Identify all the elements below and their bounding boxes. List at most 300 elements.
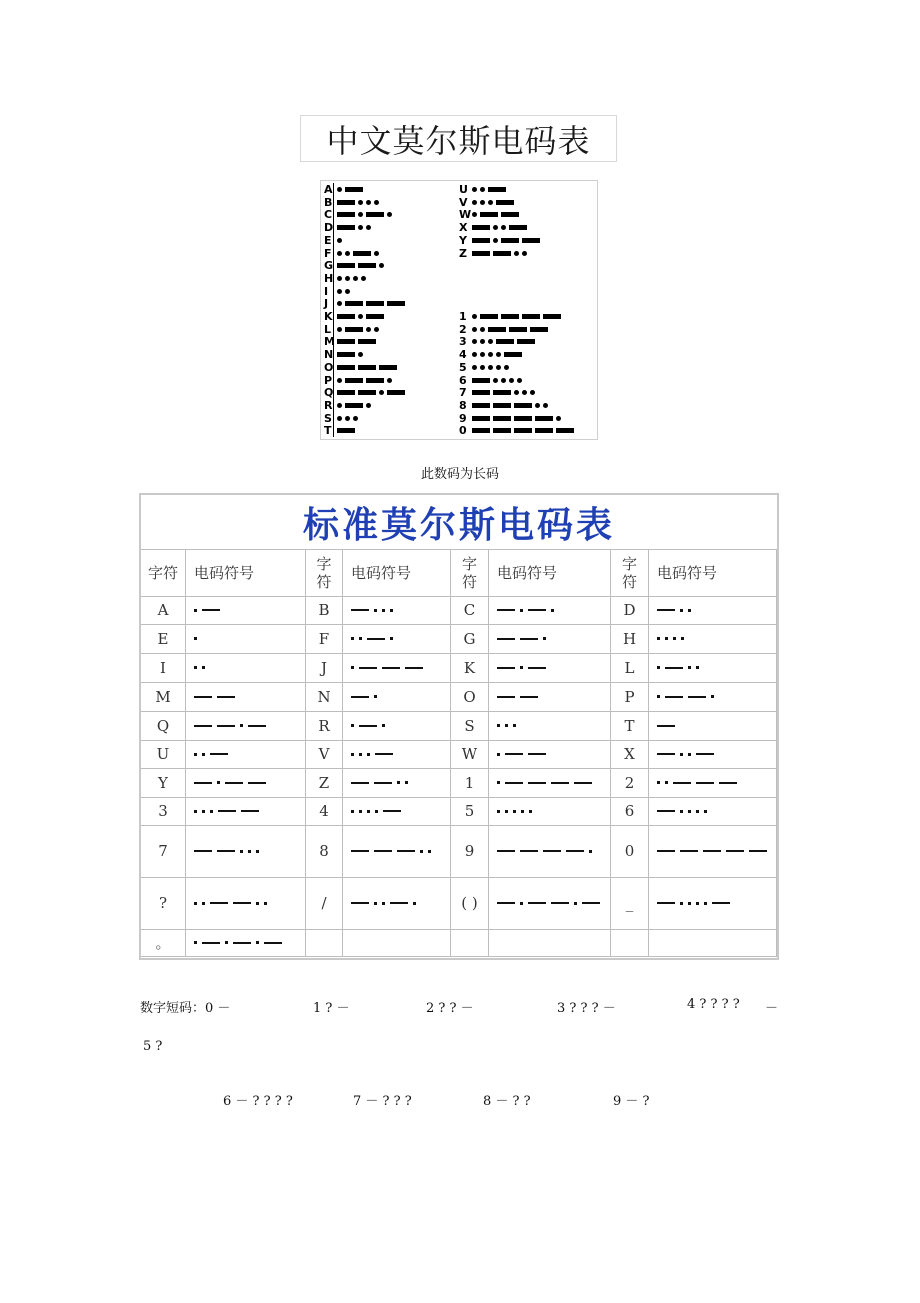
morse-dot xyxy=(711,695,714,698)
morse-dash xyxy=(749,850,767,852)
table-row xyxy=(141,797,777,826)
morse-signal xyxy=(194,609,220,612)
morse-dot xyxy=(374,251,379,256)
morse-dot xyxy=(194,902,197,905)
table-char: L xyxy=(624,658,635,677)
morse-dash xyxy=(509,327,527,332)
char-cell xyxy=(141,711,186,740)
morse-dot xyxy=(688,902,691,905)
morse-dot xyxy=(589,850,592,853)
morse-dash xyxy=(517,339,535,344)
morse-dot xyxy=(194,810,197,813)
table-row xyxy=(141,740,777,769)
header-code-label: 电码符号 xyxy=(497,564,558,582)
chart-row xyxy=(324,412,358,425)
morse-signal xyxy=(497,696,538,698)
morse-signal xyxy=(657,810,707,813)
morse-dash xyxy=(351,609,369,611)
morse-dash xyxy=(248,725,266,727)
morse-dot xyxy=(351,724,354,727)
code-cell xyxy=(649,653,777,682)
morse-dot xyxy=(509,378,514,383)
morse-dot xyxy=(657,781,660,784)
table-char: 。 xyxy=(155,934,171,952)
morse-dash xyxy=(703,850,721,852)
morse-dash xyxy=(493,403,511,408)
morse-dash xyxy=(688,696,706,698)
morse-dot xyxy=(688,666,691,669)
code-cell xyxy=(649,596,777,624)
morse-dash xyxy=(367,638,385,640)
chart-row xyxy=(324,221,371,234)
short-code-item: 9 － ? xyxy=(613,1094,650,1109)
morse-signal xyxy=(351,695,377,698)
morse-dot xyxy=(657,637,660,640)
morse-dot xyxy=(680,902,683,905)
chart-row xyxy=(459,323,548,336)
morse-dot xyxy=(488,339,493,344)
chart-signal xyxy=(472,200,514,205)
chart-char: J xyxy=(324,297,329,311)
morse-signal xyxy=(351,781,408,784)
code-cell xyxy=(186,877,306,929)
short-code-item: 4 ? ? ? ? xyxy=(687,997,740,1012)
code-cell xyxy=(649,825,777,877)
char-cell xyxy=(141,624,186,653)
code-cell xyxy=(649,624,777,653)
morse-dash xyxy=(493,390,511,395)
morse-dash xyxy=(726,850,744,852)
header-char-label: 字符 xyxy=(622,554,638,591)
table-char: N xyxy=(317,687,331,706)
table-char: V xyxy=(318,745,330,763)
morse-dot xyxy=(379,390,384,395)
standard-table-title-bar xyxy=(141,495,777,550)
header-code-cell xyxy=(343,549,451,596)
morse-dot xyxy=(361,276,366,281)
morse-dash xyxy=(501,212,519,217)
morse-dash xyxy=(241,810,259,812)
morse-dash xyxy=(496,200,514,205)
morse-dot xyxy=(480,200,485,205)
table-char: S xyxy=(464,716,475,735)
morse-dash xyxy=(345,327,363,332)
chart-char: R xyxy=(324,398,333,412)
table-row xyxy=(141,877,777,930)
morse-dot xyxy=(194,637,197,640)
morse-signal xyxy=(194,753,228,756)
morse-dot xyxy=(256,941,259,944)
morse-dot xyxy=(358,200,363,205)
morse-signal xyxy=(497,781,592,784)
morse-dot xyxy=(543,637,546,640)
code-cell xyxy=(649,929,777,956)
morse-dash xyxy=(194,782,212,784)
table-char: J xyxy=(320,658,327,677)
morse-dot xyxy=(696,666,699,669)
morse-dash xyxy=(551,902,569,904)
morse-dot xyxy=(488,365,493,370)
char-cell xyxy=(306,624,343,653)
chart-signal xyxy=(472,428,574,433)
chart-row xyxy=(459,412,561,425)
morse-dash xyxy=(504,352,522,357)
morse-dot xyxy=(480,187,485,192)
table-row xyxy=(141,929,777,957)
morse-signal xyxy=(657,666,699,669)
table-char: O xyxy=(463,687,476,706)
chart-row xyxy=(459,221,527,234)
morse-dot xyxy=(680,810,683,813)
table-char: / xyxy=(321,894,327,912)
morse-signal xyxy=(657,695,714,698)
morse-signal xyxy=(351,902,416,905)
table-char: 6 xyxy=(624,802,635,820)
morse-dash xyxy=(472,378,490,383)
chart-signal xyxy=(472,212,519,217)
chart-char: I xyxy=(324,284,329,298)
morse-dot xyxy=(337,289,342,294)
morse-dot xyxy=(520,609,523,612)
morse-dot xyxy=(374,200,379,205)
morse-dot xyxy=(497,753,500,756)
morse-dot xyxy=(472,352,477,357)
chart-char: B xyxy=(324,195,333,209)
chart-char: F xyxy=(324,246,332,260)
char-cell xyxy=(451,877,489,929)
table-char: 8 xyxy=(319,842,329,860)
chart-signal xyxy=(472,225,527,230)
morse-dot xyxy=(657,695,660,698)
morse-dash xyxy=(387,301,405,306)
chart-row xyxy=(459,424,574,437)
morse-signal xyxy=(351,850,431,853)
morse-dot xyxy=(497,781,500,784)
code-cell xyxy=(489,877,611,929)
morse-signal xyxy=(194,666,205,669)
morse-dash xyxy=(582,902,600,904)
morse-dash xyxy=(505,782,523,784)
table-row xyxy=(141,596,777,625)
morse-dot xyxy=(366,200,371,205)
chart-char: 5 xyxy=(459,360,467,374)
morse-dot xyxy=(210,810,213,813)
chart-char: D xyxy=(324,221,334,235)
chart-char: N xyxy=(324,348,334,362)
code-cell xyxy=(489,740,611,768)
top-title: 中文莫尔斯电码表 xyxy=(326,121,591,160)
morse-signal xyxy=(351,724,385,727)
morse-dash xyxy=(696,782,714,784)
morse-dash xyxy=(712,902,730,904)
morse-signal xyxy=(194,810,259,813)
code-cell xyxy=(489,682,611,711)
morse-dot xyxy=(358,212,363,217)
morse-dash xyxy=(194,696,212,698)
table-char: ( ) xyxy=(461,894,478,912)
morse-dot xyxy=(359,637,362,640)
morse-dot xyxy=(680,753,683,756)
standard-morse-table xyxy=(139,493,779,960)
code-cell xyxy=(649,740,777,768)
short-code-item: 2 ? ? － xyxy=(426,1001,474,1016)
chart-char: V xyxy=(459,195,468,209)
morse-dot xyxy=(480,339,485,344)
morse-dot xyxy=(420,850,423,853)
morse-dot xyxy=(513,810,516,813)
morse-signal xyxy=(657,637,684,640)
morse-dot xyxy=(337,403,342,408)
char-cell xyxy=(306,711,343,740)
char-cell xyxy=(141,740,186,768)
table-char: Q xyxy=(156,716,170,735)
morse-dash xyxy=(514,416,532,421)
morse-signal xyxy=(497,850,592,853)
char-cell xyxy=(451,711,489,740)
chart-char: E xyxy=(324,233,332,247)
morse-dash xyxy=(194,725,212,727)
morse-dash xyxy=(528,782,546,784)
short-code-item: 数字短码：0 － xyxy=(140,1001,231,1016)
morse-dash xyxy=(488,187,506,192)
morse-dash xyxy=(497,902,515,904)
table-char: W xyxy=(461,745,478,763)
code-cell xyxy=(343,711,451,740)
morse-signal xyxy=(194,724,266,727)
table-char: 9 xyxy=(464,842,475,860)
morse-dash xyxy=(680,850,698,852)
morse-dash xyxy=(233,942,251,944)
morse-dash xyxy=(358,365,376,370)
morse-dash xyxy=(345,378,363,383)
header-char-cell xyxy=(141,549,186,596)
code-cell xyxy=(186,825,306,877)
morse-dash xyxy=(345,301,363,306)
chart-signal xyxy=(472,365,509,370)
table-row xyxy=(141,624,777,654)
morse-dot xyxy=(382,724,385,727)
morse-dash xyxy=(337,428,355,433)
morse-signal xyxy=(351,753,393,756)
morse-dot xyxy=(405,781,408,784)
morse-dot xyxy=(428,850,431,853)
morse-dash xyxy=(574,782,592,784)
chart-row xyxy=(324,310,384,323)
morse-dot xyxy=(472,339,477,344)
morse-dash xyxy=(337,314,355,319)
morse-dot xyxy=(390,637,393,640)
morse-signal xyxy=(657,609,691,612)
chart-signal xyxy=(472,187,506,192)
morse-dash xyxy=(520,638,538,640)
morse-dash xyxy=(657,753,675,755)
morse-dot xyxy=(513,724,516,727)
morse-dot xyxy=(337,301,342,306)
morse-signal xyxy=(497,810,532,813)
chart-char: 2 xyxy=(459,322,467,336)
chart-char: K xyxy=(324,310,333,323)
char-cell xyxy=(611,768,649,797)
morse-dash xyxy=(696,753,714,755)
morse-signal xyxy=(497,753,546,756)
morse-signal xyxy=(351,810,401,813)
chart-signal xyxy=(472,352,522,357)
header-char-cell xyxy=(611,549,649,596)
table-char: P xyxy=(624,687,635,706)
morse-dash xyxy=(543,850,561,852)
chart-char: W xyxy=(459,208,472,222)
morse-dot xyxy=(382,902,385,905)
morse-dot xyxy=(264,902,267,905)
char-cell xyxy=(451,624,489,653)
table-char: G xyxy=(463,629,476,648)
morse-dash xyxy=(337,200,355,205)
morse-signal xyxy=(194,941,282,944)
caption: 此数码为长码 xyxy=(420,467,499,482)
morse-dash xyxy=(383,810,401,812)
char-cell xyxy=(306,825,343,877)
morse-dash xyxy=(337,365,355,370)
morse-dash xyxy=(493,416,511,421)
morse-dash xyxy=(501,238,519,243)
chart-signal xyxy=(337,263,384,268)
morse-dot xyxy=(520,666,523,669)
code-cell xyxy=(186,797,306,825)
morse-dash xyxy=(345,403,363,408)
chart-row xyxy=(459,310,561,323)
morse-dot xyxy=(387,212,392,217)
table-char: K xyxy=(463,658,476,677)
morse-dash xyxy=(233,902,251,904)
code-cell xyxy=(343,825,451,877)
chart-signal xyxy=(472,314,561,319)
char-cell xyxy=(451,797,489,825)
chart-row xyxy=(459,361,509,374)
chart-row xyxy=(324,196,379,209)
morse-dash xyxy=(202,942,220,944)
morse-signal xyxy=(351,609,393,612)
morse-dot xyxy=(704,810,707,813)
table-row xyxy=(141,825,777,878)
char-cell xyxy=(611,682,649,711)
code-cell xyxy=(649,877,777,929)
morse-dot xyxy=(194,666,197,669)
morse-dash xyxy=(337,225,355,230)
morse-dash xyxy=(501,314,519,319)
chart-signal xyxy=(337,378,392,383)
morse-dot xyxy=(225,941,228,944)
morse-dash xyxy=(497,667,515,669)
morse-dot xyxy=(657,666,660,669)
code-cell xyxy=(343,624,451,653)
chart-signal xyxy=(337,225,371,230)
morse-dash xyxy=(374,850,392,852)
char-cell xyxy=(306,929,343,956)
char-cell xyxy=(611,740,649,768)
morse-dash xyxy=(497,696,515,698)
code-cell xyxy=(489,929,611,956)
morse-dot xyxy=(374,609,377,612)
chart-char: 4 xyxy=(459,348,467,362)
morse-dash xyxy=(657,850,675,852)
chart-char: P xyxy=(324,373,333,387)
morse-dash xyxy=(374,782,392,784)
table-char: F xyxy=(318,629,330,648)
code-cell xyxy=(186,711,306,740)
morse-signal xyxy=(497,666,546,669)
morse-dot xyxy=(504,365,509,370)
code-cell xyxy=(343,596,451,624)
code-cell xyxy=(343,797,451,825)
morse-dot xyxy=(202,753,205,756)
chart-row xyxy=(459,234,540,247)
char-cell xyxy=(306,740,343,768)
morse-dash xyxy=(210,753,228,755)
morse-dash xyxy=(337,212,355,217)
chart-row xyxy=(459,374,522,387)
chart-char: X xyxy=(459,221,468,235)
chart-row xyxy=(324,374,392,387)
chart-signal xyxy=(472,378,522,383)
chart-signal xyxy=(337,314,384,319)
morse-dot xyxy=(480,365,485,370)
code-cell xyxy=(186,596,306,624)
chart-char: U xyxy=(459,183,468,196)
morse-dot xyxy=(374,902,377,905)
short-code-item: 5 ? xyxy=(143,1039,163,1054)
char-cell xyxy=(141,682,186,711)
morse-dot xyxy=(472,212,477,217)
header-code-cell xyxy=(489,549,611,596)
char-cell xyxy=(451,929,489,956)
short-code-item: － xyxy=(765,1001,779,1016)
morse-dot xyxy=(520,902,523,905)
code-cell xyxy=(649,682,777,711)
morse-dot xyxy=(488,352,493,357)
chart-row xyxy=(324,323,379,336)
chart-signal xyxy=(337,301,405,306)
morse-dash xyxy=(530,327,548,332)
morse-dot xyxy=(337,327,342,332)
morse-signal xyxy=(657,850,767,852)
morse-dot xyxy=(472,200,477,205)
morse-dash xyxy=(528,667,546,669)
table-char: 3 xyxy=(158,802,168,820)
morse-dash xyxy=(382,667,400,669)
morse-dot xyxy=(202,810,205,813)
morse-dash xyxy=(496,339,514,344)
morse-dash xyxy=(514,403,532,408)
chart-char: 7 xyxy=(459,386,467,400)
morse-dash xyxy=(217,725,235,727)
code-cell xyxy=(343,682,451,711)
morse-dot xyxy=(480,352,485,357)
chart-row xyxy=(459,335,535,348)
morse-dash xyxy=(551,782,569,784)
morse-dot xyxy=(496,365,501,370)
morse-dash xyxy=(248,782,266,784)
char-cell xyxy=(306,797,343,825)
morse-dash xyxy=(657,725,675,727)
morse-signal xyxy=(657,753,714,756)
char-cell xyxy=(306,877,343,929)
table-char: E xyxy=(157,629,169,648)
chart-signal xyxy=(337,289,350,294)
morse-dash xyxy=(366,301,384,306)
code-cell xyxy=(186,929,306,956)
morse-dash xyxy=(505,753,523,755)
morse-dash xyxy=(217,850,235,852)
